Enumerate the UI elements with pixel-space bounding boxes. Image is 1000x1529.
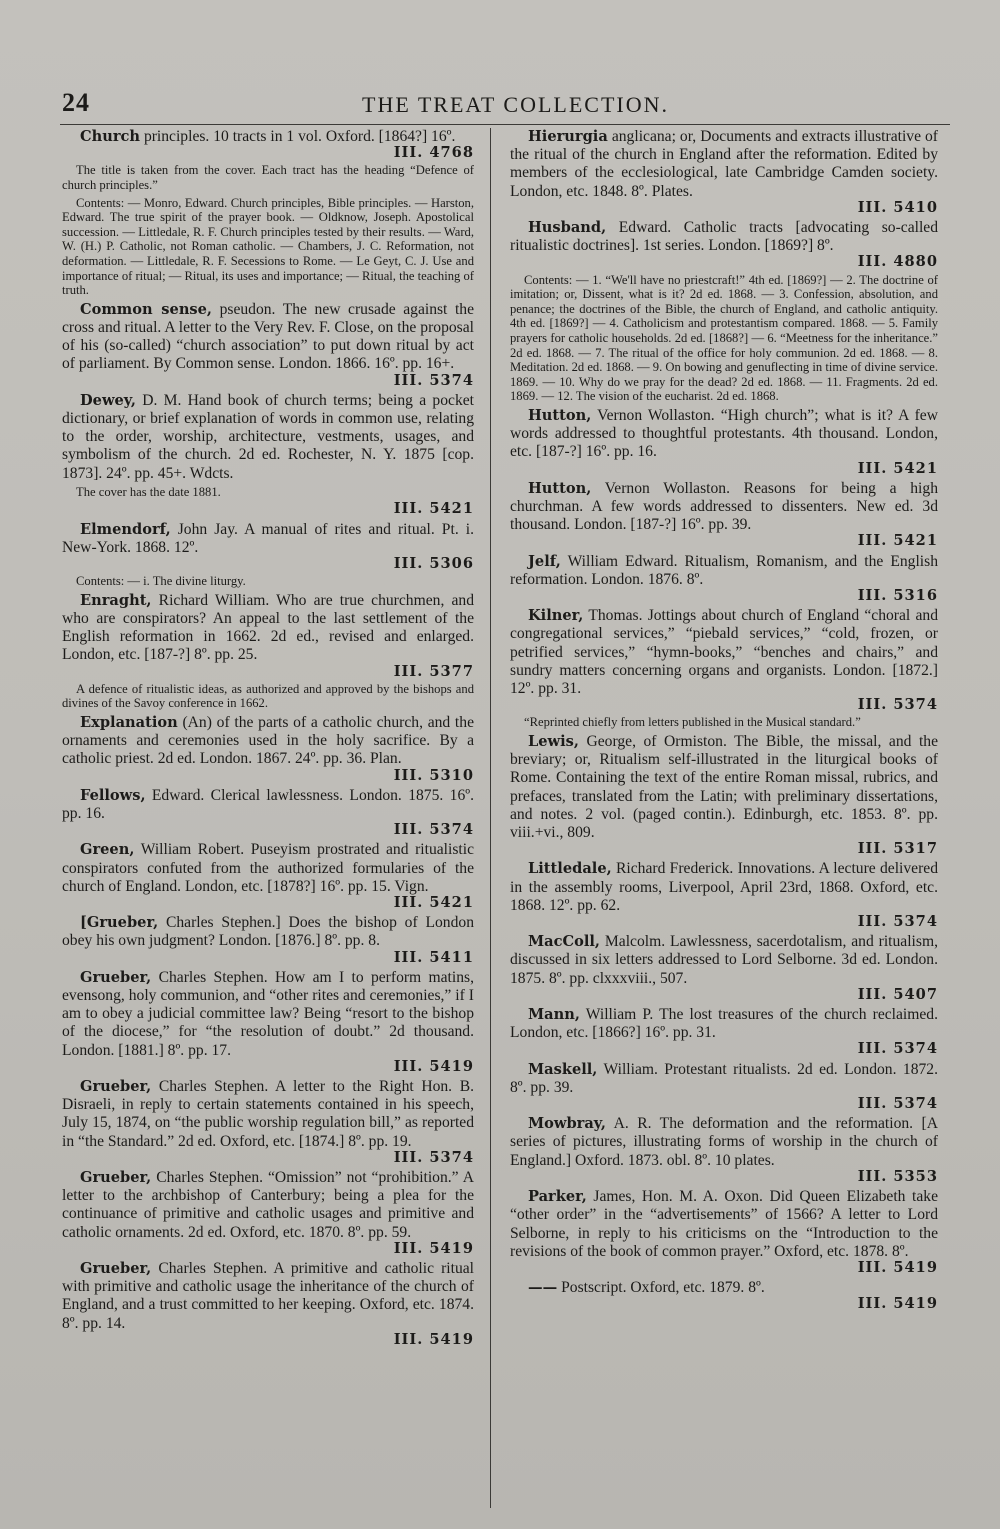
entry-text: Thomas. Jottings about church of England “choral and congregational services,” “piebald services,” “cold, frozen, or petrified services,” “hymn-books,” “benches and chairs,” and sundry matters concerning organs and organists. London. [1872.] 12º. pp. 31. — [510, 607, 938, 698]
entry-text-line — [510, 933, 938, 988]
entry-heading: Common sense, — [80, 300, 213, 318]
call-number: III. 5374 — [393, 1148, 474, 1166]
catalogue-entry — [62, 914, 474, 967]
entry-text: pseudon. The new crusade against the cross and ritual. A letter to the Very Rev. F. Close, on the proposal of his (so-called) “church association” to put down ritual by act of parliament. By Common sense. London. 1866. 16º. pp. 16+. — [62, 300, 474, 373]
entry-heading: Husband, — [528, 219, 607, 237]
entry-heading: Littledale, — [528, 860, 612, 878]
catalogue-entry — [510, 933, 938, 1004]
entry-text: William P. The lost treasures of the church reclaimed. London, etc. [1866?] 16º. pp. 31. — [510, 1006, 938, 1042]
entry-text: Edward. Catholic tracts [advocating so-called ritualistic doctrines]. 1st series. London. [1869?] 8º. — [510, 219, 938, 255]
catalogue-entry — [510, 219, 938, 404]
call-number: III. 5419 — [857, 1258, 938, 1276]
entry-heading: MacColl, — [528, 933, 601, 951]
entry-text: Richard Frederick. Innovations. A lecture delivered in the assembly rooms, Liverpool, April 23rd, 1868. Oxford, etc. 1868. 12º. pp. 62. — [510, 860, 938, 914]
entry-text: Postscript. Oxford, etc. 1879. 8º. — [561, 1279, 765, 1297]
entry-heading: —— — [528, 1279, 558, 1297]
entry-heading: Maskell, — [528, 1060, 598, 1078]
catalogue-entry — [62, 392, 474, 483]
entry-heading: Mann, — [528, 1006, 580, 1024]
entry-text: William Edward. Ritualism, Romanism, and the English reformation. London. 1876. 8º. — [510, 552, 938, 588]
entry-text-line — [510, 1006, 938, 1042]
entry-heading: Lewis, — [528, 733, 579, 751]
catalogue-entry — [510, 1061, 938, 1114]
call-number: III. 5374 — [857, 696, 938, 714]
entry-note: “Reprinted chiefly from letters published in the Musical standard.” — [524, 715, 861, 730]
catalogue-entry — [62, 787, 474, 840]
entry-heading: Fellows, — [80, 786, 146, 804]
call-number: III. 5410 — [857, 198, 938, 216]
entry-text: Charles Stephen. How am I to perform matins, evensong, holy communion, and “other rites and ceremonies,” if I am to obey a judicial committee law? Being “resort to the bishop of the diocese,” for “the resolution of doubt.” 2d thousand. London. [1881.] 8º. pp. 17. — [62, 968, 474, 1059]
call-number: III. 4880 — [857, 253, 938, 271]
entry-text-line — [510, 860, 938, 915]
entry-text: Malcolm. Lawlessness, sacerdotalism, and ritualism, discussed in six letters addressed to Lord Selborne. 3d ed. London. 1875. 8º. pp. clxxxviii., 507. — [510, 933, 938, 987]
entry-text-line — [510, 733, 938, 842]
catalogue-entry — [62, 301, 474, 390]
entry-text-line — [62, 1260, 474, 1333]
entry-text-line — [62, 592, 474, 665]
entry-text-line — [62, 914, 474, 950]
entry-text-line — [510, 1061, 938, 1097]
call-number: III. 5419 — [393, 1239, 474, 1257]
entry-text: Edward. Clerical lawlessness. London. 1875. 16º. pp. 16. — [62, 786, 474, 822]
entry-text: Richard William. Who are true churchmen, and who are conspirators? An appeal to the last settlement of the English reformation in 1662. 2d ed., revised and enlarged. London, etc. [187-?] 8º. pp. 25. — [62, 591, 474, 664]
entry-text: A. R. The deformation and the reformation. [A series of pictures, illustrating forms of worship in the church of England.] Oxford. 1873. obl. 8º. 10 plates. — [510, 1115, 938, 1169]
call-number: III. 5421 — [857, 532, 938, 550]
call-number: III. 5316 — [857, 587, 938, 604]
entry-heading: Enraght, — [80, 591, 152, 609]
call-number: III. 5353 — [857, 1167, 938, 1185]
catalogue-entry — [510, 1188, 938, 1277]
entry-heading: Dewey, — [80, 391, 136, 409]
catalogue-entry — [62, 1169, 474, 1258]
entry-heading: Green, — [80, 841, 135, 859]
entry-heading: [Grueber, — [80, 914, 159, 932]
call-number: III. 5419 — [393, 1330, 474, 1348]
entry-text: Charles Stephen. “Omission” not “prohibition.” A letter to the archbishop of Canterbury; being a plea for the continuance of primitive and catholic usages and primitive and catholic ornaments. 2d ed. Oxford, etc. 1870. 8º. pp. 59. — [62, 1169, 474, 1241]
entry-heading: Grueber, — [80, 1260, 152, 1278]
entry-heading: Mowbray, — [528, 1115, 606, 1133]
entry-text-line — [510, 1188, 938, 1261]
entry-text-line — [510, 480, 938, 535]
entry-text-line — [62, 841, 474, 896]
entry-heading: Kilner, — [528, 607, 584, 625]
entry-text: Vernon Wollaston. “High church”; what is it? A few words addressed to thoughtful protestants. 4th thousand. London, etc. [187-?] 16º. pp. 16. — [510, 406, 938, 461]
entry-text-line — [510, 607, 938, 698]
entry-text-line — [510, 553, 938, 589]
catalogue-entry — [510, 128, 938, 217]
page-header — [62, 88, 942, 124]
catalogue-entry — [62, 714, 474, 785]
entry-text-line — [510, 219, 938, 255]
running-title: THE TREAT COLLECTION. — [362, 92, 669, 117]
entry-heading: Church — [80, 128, 141, 145]
call-number: III. 5419 — [857, 1295, 938, 1313]
catalogue-entry — [510, 553, 938, 606]
entry-text: D. M. Hand book of church terms; being a pocket dictionary, or brief explanation of words in common use, relating to the order, worship, architecture, vestments, usages, and symbolism of the church. 2d ed. Rochester, N. Y. 1875 [cop. 1873]. 24º. pp. 45+. Wdcts. — [62, 391, 474, 482]
catalogue-entry — [62, 485, 474, 519]
call-number: III. 5411 — [393, 948, 474, 966]
call-number: III. 5421 — [857, 459, 938, 477]
call-number: III. 5421 — [393, 894, 474, 912]
entry-text-line — [62, 521, 474, 557]
entry-text-line — [62, 714, 474, 769]
catalogue-entry — [510, 860, 938, 931]
entry-heading: Hutton, — [528, 479, 592, 497]
right-column — [510, 128, 938, 1515]
catalogue-entry — [62, 841, 474, 912]
entry-text-line — [510, 1115, 938, 1170]
call-number: III. 5374 — [393, 371, 474, 389]
entry-heading: Jelf, — [528, 552, 561, 570]
entry-text: Charles Stephen. A letter to the Right Hon. B. Disraeli, in reply to certain statements contained in his speech, July 15, 1874, on “the public worship regulation bill,” as reported in “the Standard.” 2d ed. Oxford, etc. [1874.] 8º. pp. 19. — [62, 1078, 474, 1150]
entry-text: Vernon Wollaston. Reasons for being a high churchman. A few words addressed to dissenters. New ed. 3d thousand. London. [187-?] 16º. pp. 39. — [510, 479, 938, 534]
call-number: III. 5310 — [393, 766, 474, 784]
entry-text-line — [62, 1078, 474, 1151]
entry-note: The cover has the date 1881. — [76, 484, 221, 499]
entry-text: George, of Ormiston. The Bible, the missal, and the breviary; or, Ritualism self-illustrated in the liturgical books of Rome. Containing the text of the entire Roman missal, rubrics, and prefaces, translated from the Latin; with preliminary dissertations, and notes. 2 vol. (paged contin.). Edinburgh, etc. 1853. 8º. pp. viii.+vi., 809. — [510, 733, 938, 842]
entry-text: John Jay. A manual of rites and ritual. Pt. i. New-York. 1868. 12º. — [62, 520, 474, 556]
catalogue-entry — [510, 407, 938, 478]
call-number: III. 5374 — [857, 1095, 938, 1113]
catalogue-entry — [62, 128, 474, 298]
entry-heading: Grueber, — [80, 968, 152, 986]
entry-text: William Robert. Puseyism prostrated and ritualistic conspirators confuted from the authorized formularies of the church of England. London, etc. [1878?] 16º. pp. 15. Vign. — [62, 841, 474, 895]
entry-text: principles. 10 tracts in 1 vol. Oxford. [1864?] 16º. — [143, 128, 456, 145]
call-number: III. 5374 — [393, 821, 474, 839]
entry-heading: Elmendorf, — [80, 520, 171, 538]
entry-heading: Grueber, — [80, 1169, 152, 1187]
call-number: III. 5374 — [857, 913, 938, 931]
entry-note: A defence of ritualistic ideas, as authorized and approved by the bishops and divines of the Savoy conference in 1662. — [62, 681, 474, 711]
catalogue-entry — [510, 1006, 938, 1059]
entry-note: The title is taken from the cover. Each tract has the heading “Defence of church principles.” — [62, 163, 474, 192]
call-number: III. 5421 — [393, 500, 474, 518]
call-number: III. 5317 — [857, 840, 938, 858]
catalogue-entry — [510, 607, 938, 730]
entry-text-line — [62, 392, 474, 483]
entry-text-line — [62, 1169, 474, 1242]
entry-text: William. Protestant ritualists. 2d ed. London. 1872. 8º. pp. 39. — [510, 1060, 938, 1096]
call-number: III. 5407 — [857, 985, 938, 1003]
entry-note: Contents: — Monro, Edward. Church principles, Bible principles. — Harston, Edward. The true spirit of the prayer book. — Oldknow, Joseph. Apostolical succession. — Littledale, R. F. Church principles tested by their results. — Ward, W. (H.) P. Catholic, not Roman catholic. — Chambers, J. C. Reformation, not deformation. — Littledale, R. F. Secessions to Rome. — Le Geyt, C. J. Use and importance of ritual; — Ritual, its uses and importance; — Ritual, the teaching of truth. — [62, 195, 474, 298]
catalogue-entry — [62, 1260, 474, 1349]
entry-heading: Grueber, — [80, 1078, 152, 1096]
entry-text: Charles Stephen. A primitive and catholic ritual with primitive and catholic usage the inheritance of the church of England, and a trust committed to her keeping. Oxford, etc. 1874. 8º. pp. 14. — [62, 1260, 474, 1332]
entry-text: James, Hon. M. A. Oxon. Did Queen Elizabeth take “other order” in the “advertisements” of 1566? A letter to Lord Selborne, in reply to his criticisms on the “Introduction to the revisions of the book of common prayer.” Oxford, etc. 1878. 8º. — [510, 1188, 938, 1260]
catalogue-entry — [510, 1279, 938, 1313]
entry-note: Contents: — i. The divine liturgy. — [76, 574, 246, 589]
entry-text: Charles Stephen.] Does the bishop of London obey his own judgment? London. [1876.] 8º. pp. 8. — [62, 914, 474, 950]
catalogue-entry — [62, 592, 474, 711]
entry-text-line — [62, 301, 474, 374]
call-number: III. 5374 — [857, 1040, 938, 1058]
entry-heading: Explanation — [80, 713, 178, 731]
entry-heading: Hierurgia — [528, 128, 608, 145]
page-number: 24 — [62, 88, 90, 117]
catalogue-entry — [510, 733, 938, 858]
catalogue-entry — [62, 969, 474, 1076]
entry-text: anglicana; or, Documents and extracts illustrative of the ritual of the church in England after the reformation. Edited by members of the ecclesiological, late Cambridge Camden society. London, etc. 1848. 8º. Plates. — [510, 128, 938, 200]
entry-text-line — [62, 787, 474, 823]
entry-note: Contents: — 1. “We'll have no priestcraft!” 4th ed. [1869?] — 2. The doctrine of imitation; or, Dissent, what is it? 2d ed. 1868. — 3. Confession, absolution, and penance; the doctrines of the Bible, the church of England, and catholic antiquity. 4th ed. [1869?] — 4. Catholicism and protestantism compared. 1868. — 5. Family prayers for catholic households. 2d ed. [1868?] — 6. “Meetness for the inheritance.” 2d ed. 1868. — 7. The ritual of the office for holy communion. 2d ed. 1868. — 8. Meditation. 2d ed. 1868. — 9. On bowing and genuflecting in time of divine service. 1869. — 10. Why do we pray for the dead? 2d ed. 1868. — 11. Fragments. 2d ed. 1869. — 12. The vision of the eucharist. 2d ed. 1868. — [510, 272, 938, 404]
column-divider — [490, 128, 491, 1508]
call-number: III. 4768 — [393, 144, 474, 162]
catalogue-entry — [62, 521, 474, 589]
entry-text: (An) of the parts of a catholic church, and the ornaments and ceremonies used in the holy sacrifice. By a catholic priest. 2d ed. London. 1867. 24º. pp. 36. Plan. — [62, 713, 474, 768]
left-column — [62, 128, 474, 1515]
header-rule — [60, 124, 950, 125]
catalogue-entry — [510, 1115, 938, 1186]
call-number: III. 5306 — [393, 554, 474, 572]
entry-text-line — [510, 128, 938, 201]
catalogue-entry — [510, 480, 938, 551]
call-number: III. 5377 — [393, 662, 474, 680]
entry-heading: Hutton, — [528, 406, 592, 424]
entry-heading: Parker, — [528, 1188, 587, 1206]
entry-text-line — [62, 969, 474, 1060]
catalogue-entry — [62, 1078, 474, 1167]
call-number: III. 5419 — [393, 1057, 474, 1075]
entry-text-line — [510, 407, 938, 462]
